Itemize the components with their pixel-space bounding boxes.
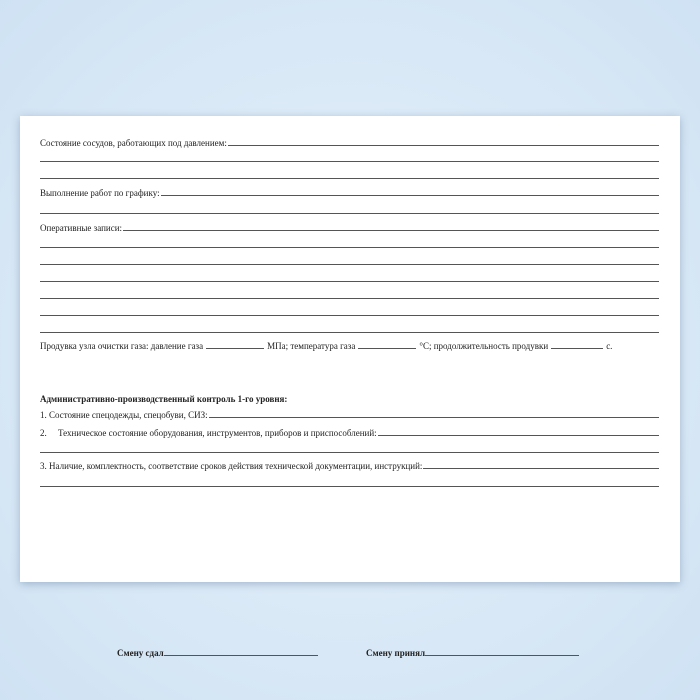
operative-input-line[interactable] (123, 230, 659, 231)
control-item-3-label: 3. Наличие, комплектность, соответствие сроков действия технической документации, инструкций: (40, 461, 423, 471)
control-item-3-input-line[interactable] (423, 468, 659, 469)
operative-line-2[interactable] (40, 247, 659, 248)
operative-label: Оперативные записи: (40, 223, 123, 233)
form-sheet (20, 116, 680, 658)
handed-over-label: Смену сдал (117, 648, 164, 658)
control-item-2-row (40, 424, 659, 438)
schedule-line-2[interactable] (40, 213, 659, 214)
control-item-3-line-2[interactable] (40, 486, 659, 487)
operative-line-5[interactable] (40, 298, 659, 299)
accepted-signature (366, 644, 579, 658)
operative-row (40, 219, 659, 233)
operative-line-3[interactable] (40, 264, 659, 265)
control-item-2-label: Техническое состояние оборудования, инструментов, приборов и приспособлений: (58, 428, 377, 438)
operative-line-7[interactable] (40, 332, 659, 333)
control-title (40, 390, 659, 404)
operative-line-6[interactable] (40, 315, 659, 316)
control-item-2-line-2[interactable] (40, 452, 659, 453)
purge-text-temperature: МПа; температура газа (267, 341, 356, 351)
operative-line-4[interactable] (40, 281, 659, 282)
vessels-line-3[interactable] (40, 178, 659, 179)
vessels-line-2[interactable] (40, 161, 659, 162)
control-item-1-row (40, 406, 659, 420)
purge-text-seconds: с. (606, 341, 613, 351)
schedule-row (40, 184, 659, 198)
handed-over-signature-line[interactable] (164, 655, 318, 656)
handed-over-signature (117, 644, 318, 658)
vessels-label: Состояние сосудов, работающих под давлением: (40, 138, 227, 148)
control-item-1-input-line[interactable] (209, 417, 659, 418)
purge-duration-field[interactable] (551, 348, 603, 349)
purge-pressure-field[interactable] (206, 348, 264, 349)
control-item-2-number: 2. (40, 428, 47, 438)
accepted-label: Смену принял (366, 648, 426, 658)
schedule-input-line[interactable] (161, 195, 659, 196)
accepted-signature-line[interactable] (425, 655, 579, 656)
control-item-2-input-line[interactable] (378, 435, 659, 436)
purge-temperature-field[interactable] (358, 348, 416, 349)
purge-row (40, 337, 659, 351)
vessels-row (40, 134, 659, 148)
vessels-input-line[interactable] (228, 145, 659, 146)
purge-text-pressure: Продувка узла очистки газа: давление газа (40, 341, 204, 351)
purge-text-duration: °С; продолжительность продувки (419, 341, 549, 351)
control-item-3-row (40, 457, 659, 471)
control-title-text: Административно-производственный контроль 1-го уровня: (40, 394, 288, 404)
schedule-label: Выполнение работ по графику: (40, 188, 160, 198)
control-item-1-label: 1. Состояние спецодежды, спецобуви, СИЗ: (40, 410, 208, 420)
